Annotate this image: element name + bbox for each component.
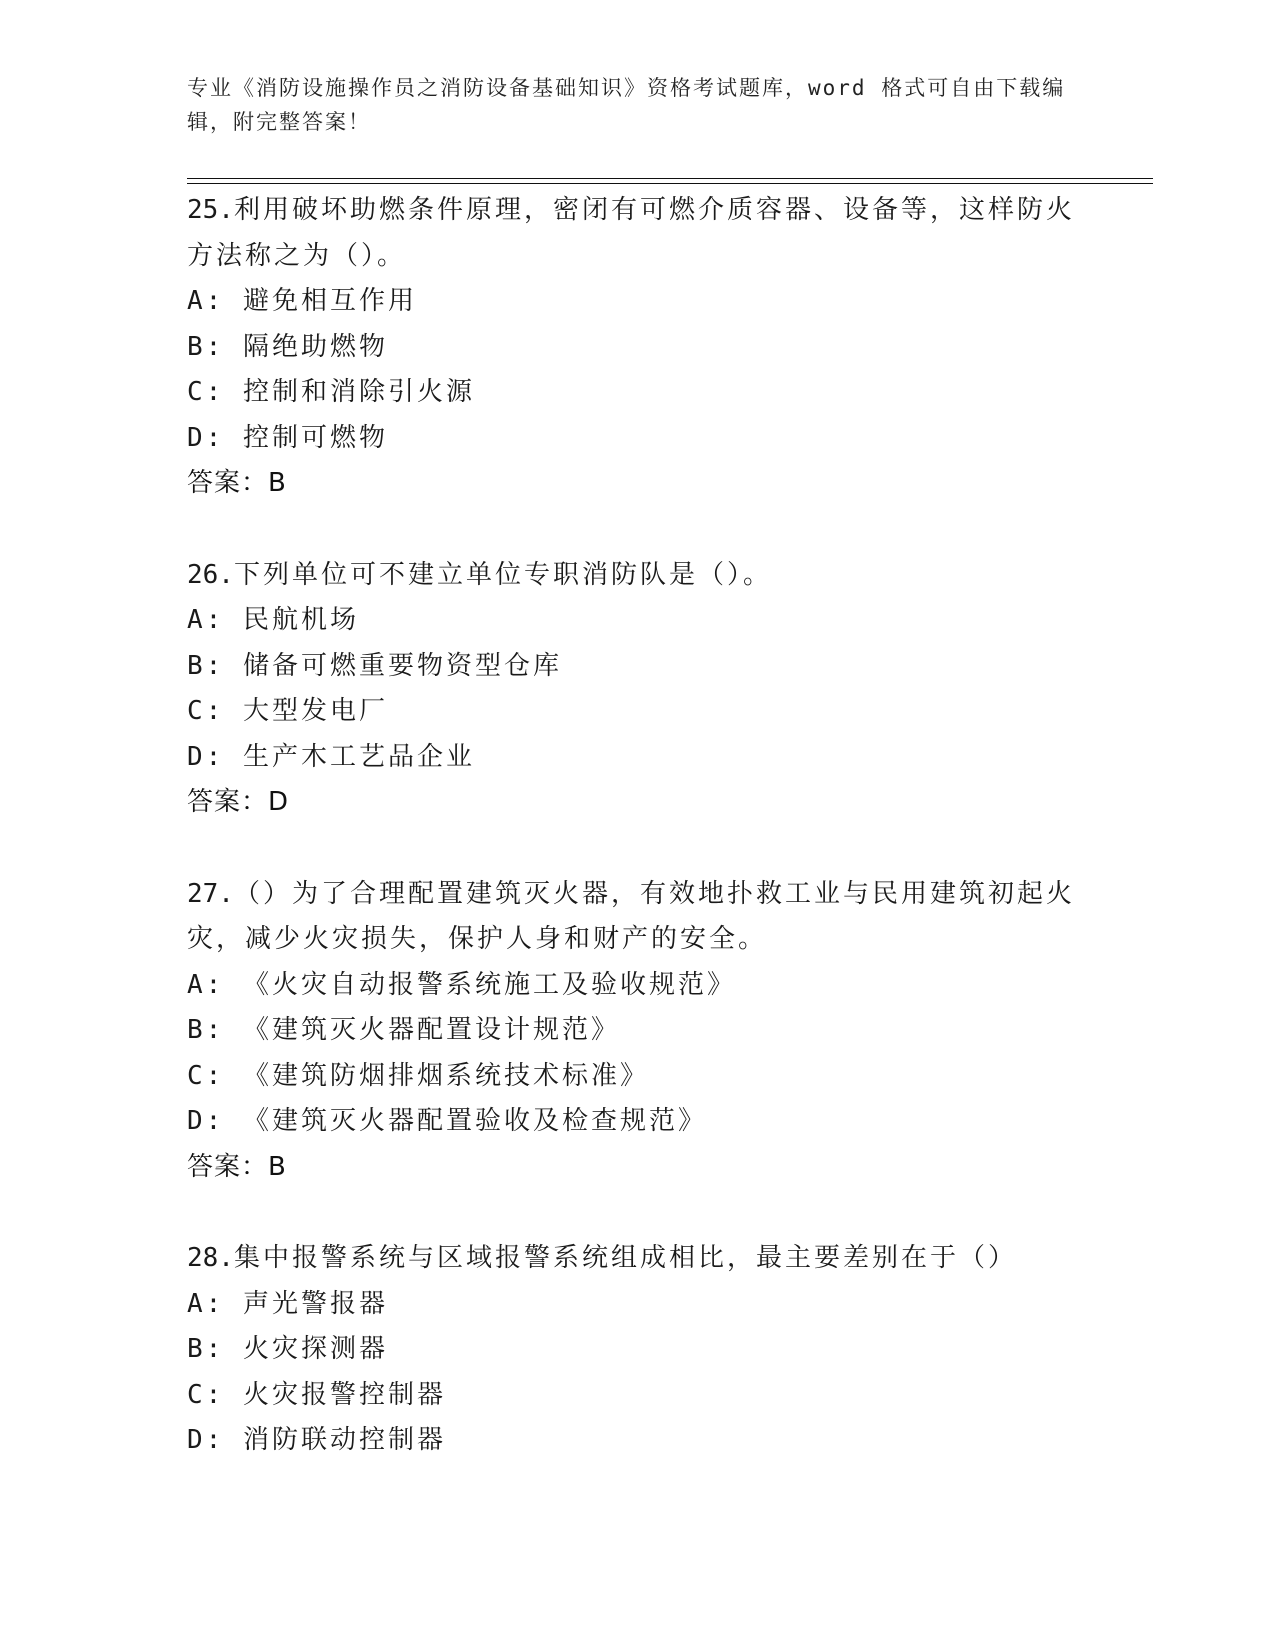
question-stem	[187, 553, 1087, 599]
header-divider-bottom	[187, 183, 1153, 184]
question-number: 25.	[187, 195, 234, 225]
option-c: C: 大型发电厂	[187, 696, 388, 726]
option-c: C: 火灾报警控制器	[187, 1379, 446, 1410]
answer-line: 答案：D	[187, 787, 290, 817]
option-d: D: 消防联动控制器	[187, 1425, 446, 1455]
question-number: 26.	[187, 559, 234, 590]
option-d: D: 控制可燃物	[187, 422, 388, 453]
document-header: 专业《消防设施操作员之消防设备基础知识》资格考试题库，word 格式可自由下载编辑，附完整答案！	[187, 76, 1066, 134]
question-stem	[187, 188, 1087, 279]
question-25	[187, 188, 1087, 507]
question-number: 27.	[187, 878, 234, 909]
question-27	[187, 872, 1087, 1191]
question-26	[187, 553, 1087, 826]
header-divider-top	[187, 178, 1153, 179]
question-list	[187, 188, 1087, 1510]
question-stem	[187, 872, 1087, 963]
answer-line: 答案：B	[187, 1151, 287, 1182]
option-c: C: 《建筑防烟排烟系统技术标准》	[187, 1060, 649, 1091]
option-a: A: 民航机场	[187, 605, 359, 635]
option-b: B: 隔绝助燃物	[187, 331, 388, 362]
option-c: C: 控制和消除引火源	[187, 377, 475, 407]
question-text: 下列单位可不建立单位专职消防队是（）。	[233, 559, 772, 590]
answer-line: 答案：B	[187, 468, 287, 498]
option-a: A: 声光警报器	[187, 1288, 388, 1319]
question-28	[187, 1236, 1087, 1464]
option-b: B: 《建筑灭火器配置设计规范》	[187, 1015, 620, 1045]
option-d: D: 生产木工艺品企业	[187, 741, 475, 772]
question-text: 集中报警系统与区域报警系统组成相比，最主要差别在于（）	[233, 1243, 1017, 1273]
option-b: B: 火灾探测器	[187, 1334, 388, 1364]
question-text: （）为了合理配置建筑灭火器，有效地扑救工业与民用建筑初起火灾，减少火灾损失，保护人身和财产的安全。	[187, 878, 1075, 954]
option-d: D: 《建筑灭火器配置验收及检查规范》	[187, 1106, 707, 1136]
question-text: 利用破坏助燃条件原理，密闭有可燃介质容器、设备等，这样防火方法称之为（）。	[187, 195, 1075, 271]
question-number: 28.	[187, 1243, 234, 1273]
option-a: A: 避免相互作用	[187, 286, 417, 316]
option-a: A: 《火灾自动报警系统施工及验收规范》	[187, 969, 736, 1000]
option-b: B: 储备可燃重要物资型仓库	[187, 650, 562, 681]
question-stem	[187, 1236, 1087, 1282]
